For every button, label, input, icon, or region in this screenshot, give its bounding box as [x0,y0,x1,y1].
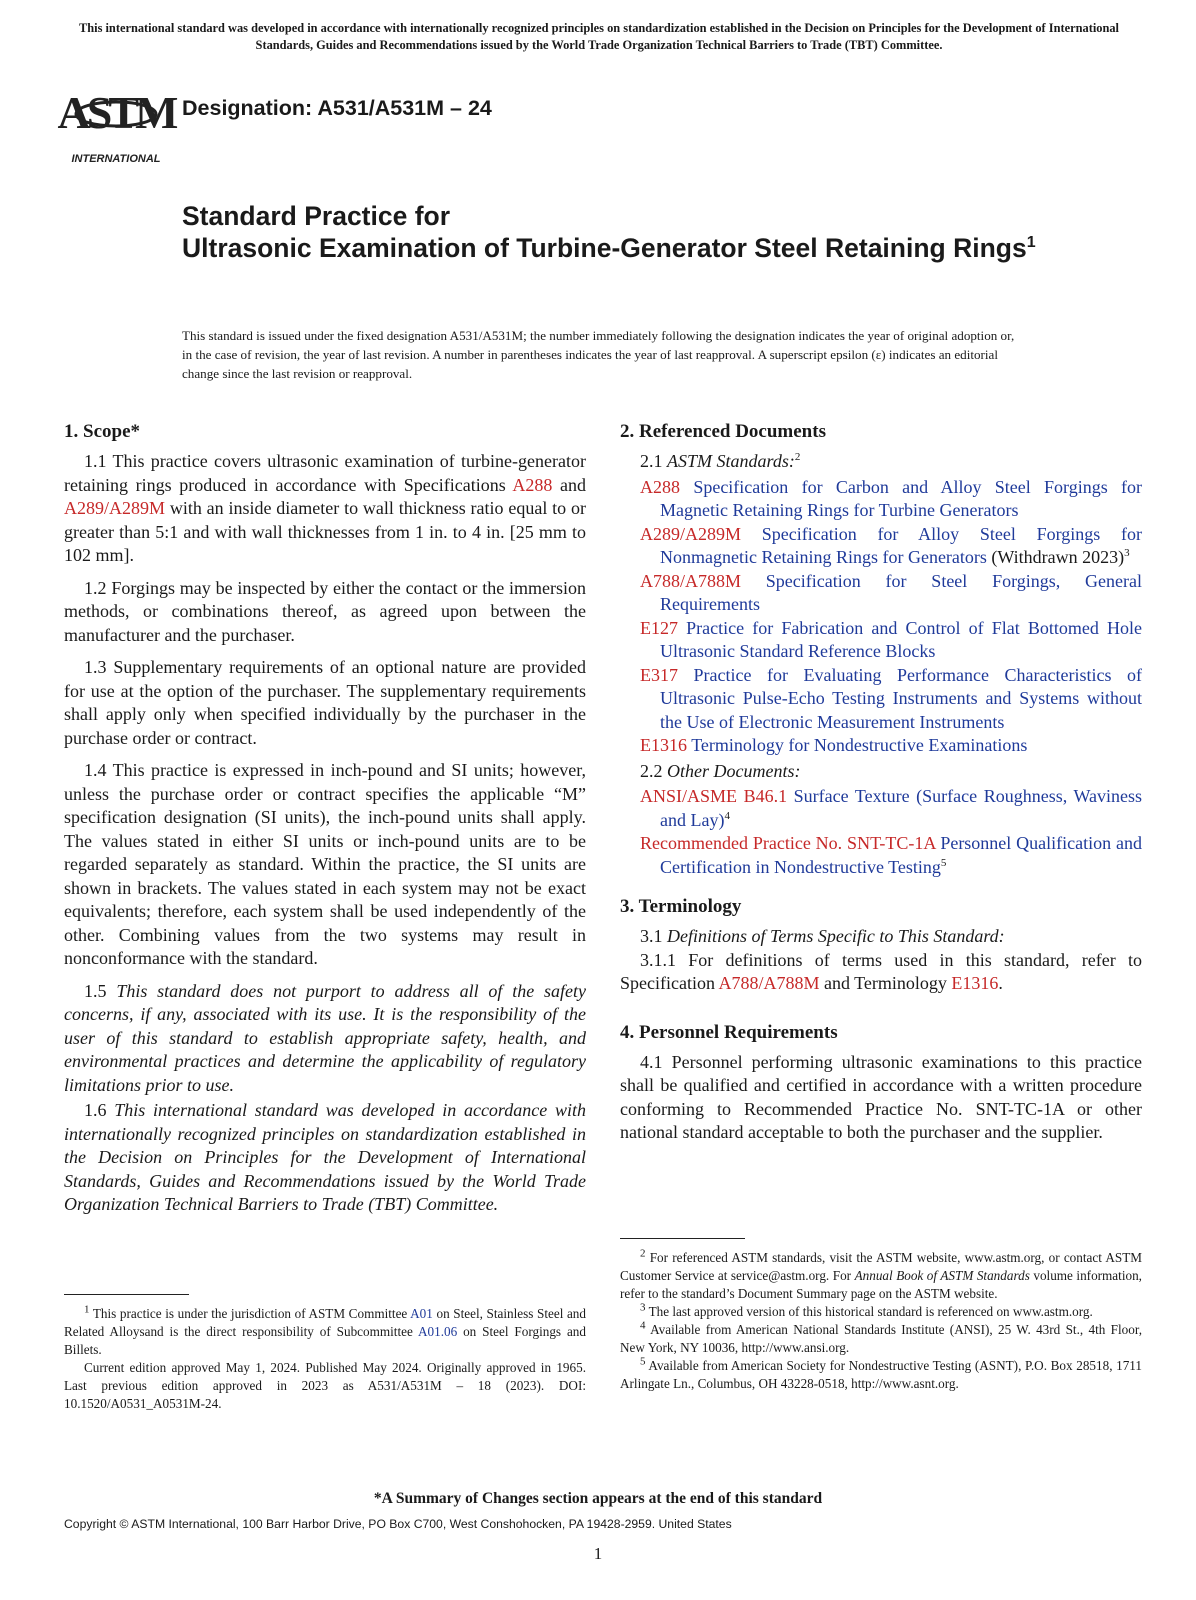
title-footnote-ref[interactable]: 1 [1026,234,1036,252]
reference-code-link[interactable]: E127 [640,617,678,638]
reference-item [620,523,1142,570]
reference-title-link[interactable]: Surface Texture (Surface Roughness, Waviness and Lay) [660,786,1142,830]
footnote-ref[interactable]: 3 [1124,547,1130,559]
footnotes-right [620,1238,1142,1393]
terminology-heading: 3. Terminology [620,896,742,917]
footnote-ref[interactable]: 4 [724,809,730,822]
reference-title-link[interactable]: Specification for Alloy Steel Forgings for Nonmagnetic Retaining Rings for Generators [660,523,1142,567]
footnotes-left [64,1294,586,1413]
reference-code-link[interactable]: Recommended Practice No. SNT-TC-1A [640,833,936,853]
scope-1-1: 1.1 This practice covers ultrasonic examination of turbine-generator retaining rings produced in accordance with Specifications A288 and A289/A289M with an inside diameter to wall thickness ratio equal to or greater than 5:1 and with wall thicknesses from 1 in. to 4 in. [25 mm to 102 mm]. [64,451,586,565]
reference-item [620,617,1142,664]
right-column [620,420,1142,1154]
title-line2: Ultrasonic Examination of Turbine-Generator Steel Retaining Rings [182,233,1027,263]
footnote-5: $^5$ Available from American Society for Nondestructive Testing (ASNT), P.O. Box 28518, 1711 Arlingate Ln., Columbus, OH 43228-0518, http://www.asnt.org. [620,1355,1142,1391]
footnote-2: $^2$ For referenced ASTM standards, visit the ASTM website, www.astm.org, or contact ASTM Customer Service at service@astm.org. For Annual Book of ASTM Standards volume information, refer to the standard’s Document Summary page on the ASTM website. [620,1247,1142,1301]
link-a01[interactable]: A01 [410,1306,433,1321]
footnote-rule [620,1238,745,1239]
reference-item [620,734,1142,758]
personnel-heading: 4. Personnel Requirements [620,1021,838,1043]
top-notice: This international standard was developed in accordance with internationally recognized principles on standardization established in the Decision on Principles for the Development of International Standards, Guides and Recommendations issued by the World Trade Organization Technical Barriers to Trade (TBT) Committee. [78,21,1120,52]
reference-code-link[interactable]: E317 [640,664,678,685]
reference-item [620,476,1142,523]
terminology-3-1-1: 3.1.1 For definitions of terms used in this standard, refer to Specification A788/A788M and Terminology E1316. [620,949,1142,993]
other-reference-list [620,785,1142,879]
page-number: 1 [593,1544,603,1563]
astm-logo-icon [57,72,175,170]
scope-1-4: 1.4 This practice is expressed in inch-pound and SI units; however, unless the purchase order or contract specifies the applicable “M” specification designation (SI units), the inch-pound units shall apply. The values stated in either SI units or inch-pound units are to be regarded separately as standard. Within the practice, the SI units are shown in brackets. The values stated in each system may not be exact equivalents; therefore, each system shall be used independently of the other. Combining values from the two systems may result in nonconformance with the standard. [64,760,586,968]
reference-status: (Withdrawn 2023) [986,547,1125,567]
reference-title-link[interactable]: Specification for Steel Forgings, General Requirements [660,570,1143,614]
refdocs-heading: 2. Referenced Documents [620,421,826,442]
footnote-3: $^3$ The last approved version of this historical standard is referenced on www.astm.org. [640,1301,1093,1319]
scope-1-6: 1.6 This international standard was developed in accordance with internationally recognized principles on standardization established in the Decision on Principles for the Development of International Standards, Guides and Recommendations issued by the World Trade Organization Technical Barriers to Trade (TBT) Committee. [64,1100,586,1214]
reference-title-link[interactable]: Practice for Evaluating Performance Characteristics of Ultrasonic Pulse-Echo Testing Instruments and Systems without the Use of Electronic Measurement Instruments [660,664,1143,732]
summary-note: *A Summary of Changes section appears at the end of this standard [373,1490,823,1507]
personnel-4-1: 4.1 Personnel performing ultrasonic examinations to this practice shall be qualified and certified in accordance with a written procedure conforming to Recommended Practice No. SNT-TC-1A or other national standard acceptable to both the purchaser and the supplier. [620,1051,1142,1142]
scope-heading: 1. Scope* [64,421,140,442]
issued-note: This standard is issued under the fixed designation A531/A531M; the number immediately following the designation indicates the year of original adoption or, in the case of revision, the year of last revision. A number in parentheses indicates the year of last reapproval. A superscript epsilon (ε) indicates an editorial change since the last revision or reapproval. [182,328,1015,381]
logo-letters: ASTM [57,87,175,138]
footnote-1-edition: Current edition approved May 1, 2024. Published May 2024. Originally approved in 1965. Last previous edition approved in 2023 as A531/A531M – 18 (2023). DOI: 10.1520/A0531_A0531M-24. [64,1360,586,1411]
scope-1-2: 1.2 Forgings may be inspected by either the contact or the immersion methods, or combinations thereof, as agreed upon between the manufacturer and the purchaser. [64,577,586,645]
scope-1-5: 1.5 This standard does not purport to address all of the safety concerns, if any, associated with its use. It is the responsibility of the user of this standard to establish appropriate safety, health, and environmental practices and determine the applicability of regulatory limitations prior to use. [64,980,587,1095]
reference-item [620,785,1142,832]
copyright: Copyright © ASTM International, 100 Barr Harbor Drive, PO Box C700, West Conshohocken, PA 19428-2959. United States [64,1517,732,1531]
link-a289[interactable]: A289/A289M [64,498,166,518]
reference-title-link[interactable]: Practice for Fabrication and Control of Flat Bottomed Hole Ultrasonic Standard Reference Blocks [660,617,1142,661]
astm-standards-label: 2.1 ASTM Standards:$^2$ [640,451,801,471]
reference-code-link[interactable]: E1316 [640,735,687,755]
terminology-3-1: 3.1 Definitions of Terms Specific to This Standard: [640,926,1005,946]
reference-item [620,570,1142,617]
link-e1316[interactable]: E1316 [951,973,999,993]
footnote-1: $^1$ This practice is under the jurisdiction of ASTM Committee A01 on Steel, Stainless Steel and Related Alloysand is the direct responsibility of Subcommittee A01.06 on Steel Forgings and Billets. [64,1303,586,1357]
link-a01-06[interactable]: A01.06 [418,1324,458,1339]
scope-1-3: 1.3 Supplementary requirements of an optional nature are provided for use at the option of the purchaser. The supplementary requirements shall apply only when specified individually by the purchaser in the purchase order or contract. [64,657,586,748]
astm-reference-list [620,476,1142,758]
reference-title-link[interactable]: Personnel Qualification and Certification in Nondestructive Testing [660,833,1143,877]
document-title [182,200,1082,264]
reference-code-link[interactable]: A289/A289M [640,523,742,544]
reference-code-link[interactable]: ANSI/ASME B46.1 [640,786,788,806]
reference-item [620,664,1142,735]
title-line1: Standard Practice for [182,201,451,231]
reference-title-link[interactable]: Specification for Carbon and Alloy Steel Forgings for Magnetic Retaining Rings for Turbine Generators [660,476,1143,520]
link-a788[interactable]: A788/A788M [718,973,820,993]
reference-code-link[interactable]: A788/A788M [640,570,742,591]
logo-text: INTERNATIONAL [71,153,161,165]
reference-title-link[interactable]: Terminology for Nondestructive Examinations [691,735,1028,755]
left-column [64,420,586,1226]
link-a288[interactable]: A288 [512,474,553,495]
footnote-4: $^4$ Available from American National Standards Institute (ANSI), 25 W. 43rd St., 4th Floor, New York, NY 10036, http://www.ansi.org. [620,1319,1142,1355]
reference-code-link[interactable]: A288 [640,476,680,497]
designation: Designation: A531/A531M – 24 [182,96,492,120]
footnote-rule [64,1294,189,1295]
reference-item [620,832,1142,879]
footnote-ref[interactable]: 5 [940,856,947,869]
other-documents-label: 2.2 Other Documents: [640,760,801,781]
